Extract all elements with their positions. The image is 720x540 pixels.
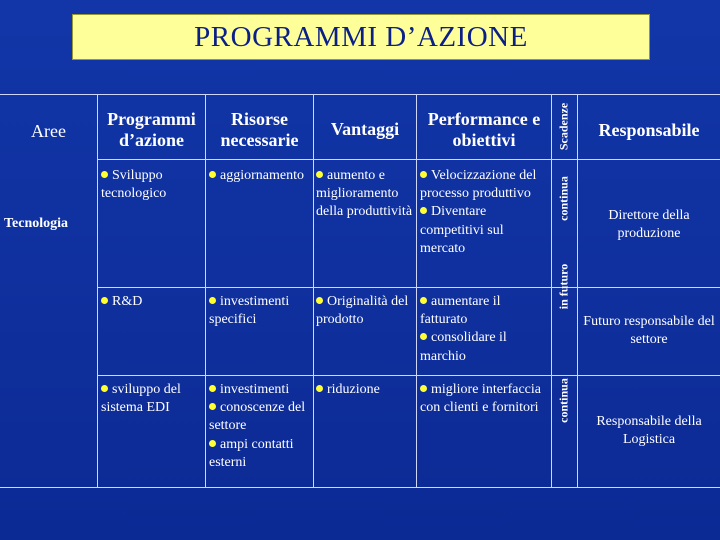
header-programmi: Programmi d’azione bbox=[107, 109, 196, 150]
row1-obiettivo: Velocizzazione del processo produttivo bbox=[420, 168, 537, 202]
row3-obiettivo: migliore interfaccia con clienti e fornitori bbox=[420, 382, 541, 416]
action-plan-table bbox=[0, 94, 720, 488]
bullet-icon bbox=[209, 403, 216, 410]
title-banner bbox=[72, 14, 650, 60]
row3-vantaggi bbox=[316, 381, 414, 399]
row1-vantaggi bbox=[316, 167, 414, 222]
row3-risorsa: investimenti bbox=[220, 382, 290, 397]
bullet-icon bbox=[209, 385, 216, 392]
column-divider bbox=[416, 95, 417, 487]
row2-risorse bbox=[209, 293, 311, 329]
row2-obiettivo: consolidare il marchio bbox=[420, 330, 507, 364]
row1-programma bbox=[101, 167, 201, 203]
row-divider bbox=[97, 287, 720, 288]
page-title: PROGRAMMI D’AZIONE bbox=[194, 20, 528, 53]
row1-risorsa: aggiornamento bbox=[220, 168, 304, 183]
row1-risorse bbox=[209, 167, 311, 185]
header-vantaggi: Vantaggi bbox=[330, 119, 400, 139]
row2-obiettivo: aumentare il fatturato bbox=[420, 294, 501, 328]
bullet-icon bbox=[420, 171, 427, 178]
row2-vantaggio: Originalità del prodotto bbox=[316, 294, 409, 328]
row2-risorsa: investimenti specifici bbox=[209, 294, 290, 328]
header-risorse: Risorse necessarie bbox=[220, 109, 299, 150]
header-responsabile: Responsabile bbox=[598, 120, 700, 140]
column-divider bbox=[97, 95, 98, 487]
bullet-icon bbox=[420, 207, 427, 214]
bullet-icon bbox=[316, 385, 323, 392]
row2-programma-text: R&D bbox=[112, 294, 143, 309]
row-divider bbox=[97, 159, 720, 160]
bullet-icon bbox=[101, 385, 108, 392]
row2-responsabile: Futuro responsabile del settore bbox=[583, 314, 715, 348]
row3-scadenza: continua bbox=[556, 378, 571, 423]
row1-performance bbox=[420, 167, 548, 258]
row-divider bbox=[97, 375, 720, 376]
column-divider bbox=[551, 95, 552, 487]
bullet-icon bbox=[101, 171, 108, 178]
row1-vantaggio: aumento e miglioramento della produttività bbox=[316, 168, 413, 220]
column-divider bbox=[577, 95, 578, 487]
row1-responsabile: Direttore della produzione bbox=[608, 208, 690, 242]
row2-scadenza: in futuro bbox=[556, 263, 571, 310]
row1-obiettivo: Diventare competitivi sul mercato bbox=[420, 204, 504, 256]
header-aree: Aree bbox=[31, 121, 66, 141]
bullet-icon bbox=[209, 440, 216, 447]
row2-vantaggi bbox=[316, 293, 414, 329]
row3-risorsa: conoscenze del settore bbox=[209, 400, 306, 434]
header-performance: Performance e obiettivi bbox=[427, 109, 541, 150]
bullet-icon bbox=[316, 297, 323, 304]
bullet-icon bbox=[101, 297, 108, 304]
row3-programma-text: sviluppo del sistema EDI bbox=[101, 382, 181, 416]
bullet-icon bbox=[420, 297, 427, 304]
row3-performance bbox=[420, 381, 548, 417]
row3-risorse bbox=[209, 381, 311, 472]
area-label: Tecnologia bbox=[4, 216, 69, 231]
column-divider bbox=[205, 95, 206, 487]
bullet-icon bbox=[420, 385, 427, 392]
bullet-icon bbox=[209, 171, 216, 178]
bullet-icon bbox=[209, 297, 216, 304]
bullet-icon bbox=[316, 171, 323, 178]
row1-programma-text: Sviluppo tecnologico bbox=[101, 168, 167, 202]
row2-performance bbox=[420, 293, 548, 366]
bullet-icon bbox=[420, 333, 427, 340]
row1-scadenza: continua bbox=[556, 176, 571, 221]
row3-programma bbox=[101, 381, 201, 417]
row3-vantaggio: riduzione bbox=[327, 382, 380, 397]
column-divider bbox=[313, 95, 314, 487]
row3-responsabile: Responsabile della Logistica bbox=[596, 414, 702, 448]
header-scadenze: Scadenze bbox=[556, 102, 571, 151]
row3-risorsa: ampi contatti esterni bbox=[209, 436, 294, 470]
row2-programma bbox=[101, 293, 201, 311]
